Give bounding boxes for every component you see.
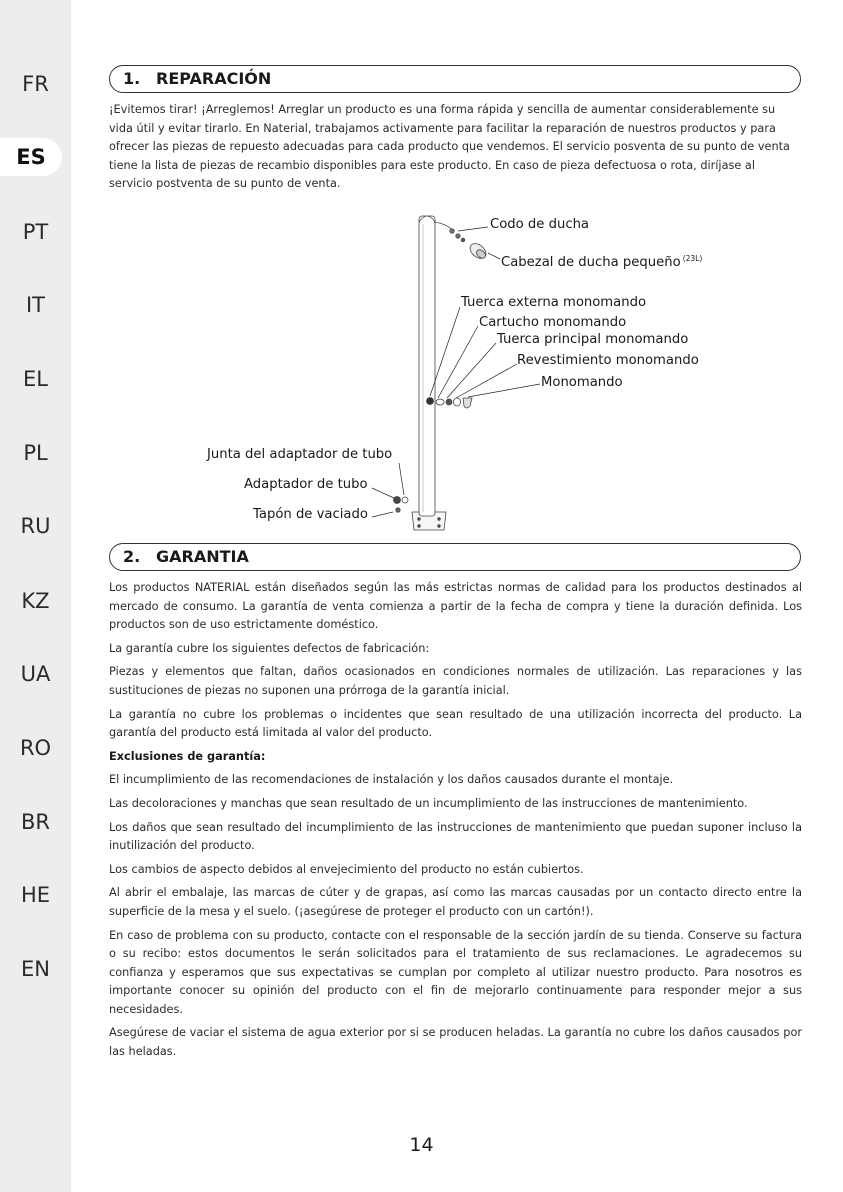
elbow-part: [461, 238, 465, 242]
label-junta-adaptador: Junta del adaptador de tubo: [207, 447, 393, 462]
label-adaptador-tubo: Adaptador de tubo: [244, 477, 368, 492]
exclusion-paragraph: Al abrir el embalaje, las marcas de cúter y de grapas, así como las marcas causadas por un contacto directo entre la superficie de la mesa y el suelo. (¡asegúrese de proteger el producto con un cartón!).: [109, 886, 802, 918]
page-number: 14: [409, 1134, 434, 1156]
mixer-handle: [463, 398, 472, 408]
lang-tab-ro[interactable]: RO: [19, 736, 52, 760]
exclusion-paragraph: El incumplimiento de las recomendaciones de instalación y los daños causados durante el montaje.: [109, 773, 674, 787]
lang-tab-en[interactable]: EN: [21, 957, 50, 981]
section-title: REPARACIÓN: [156, 69, 272, 88]
label-cabezal-note: (23L): [682, 254, 703, 263]
label-tuerca-externa: Tuerca externa monomando: [461, 295, 647, 310]
lang-tab-fr[interactable]: FR: [22, 72, 49, 96]
lang-tab-es-active[interactable]: ES: [0, 138, 62, 176]
base-screw: [438, 518, 441, 521]
lang-tab-pt[interactable]: PT: [22, 220, 49, 244]
exclusion-paragraph: Las decoloraciones y manchas que sean resultado de un incumplimiento de las instrucciones de mantenimiento.: [109, 796, 748, 810]
mixer-cartridge: [436, 399, 444, 405]
garantia-paragraph: Piezas y elementos que faltan, daños ocasionados en condiciones normales de utilización. Las reparaciones y las sustituciones de piezas no suponen una prórroga de la garantía inicial.: [109, 665, 802, 697]
elbow-part: [450, 229, 454, 233]
drain-plug: [396, 508, 400, 512]
garantia-paragraph: La garantía no cubre los problemas o incidentes que sean resultado de una utilización incorrecta del producto. La garantía del producto está limitada al valor del producto.: [109, 707, 802, 740]
base-screw: [438, 525, 441, 528]
section-header-garantia: [109, 543, 801, 571]
pipe-adapter: [394, 497, 401, 504]
exclusion-paragraph: Los cambios de aspecto debidos al envejecimiento del producto no están cubiertos.: [109, 862, 584, 876]
label-codo-de-ducha: Codo de ducha: [490, 217, 590, 232]
label-tapon-vaciado: Tapón de vaciado: [253, 507, 368, 522]
label-monomando: Monomando: [541, 375, 623, 390]
shower-elbow: [434, 222, 452, 230]
lang-tab-kz[interactable]: KZ: [21, 589, 50, 613]
shower-column: [419, 216, 435, 516]
mixer-main-nut: [446, 399, 452, 405]
base-screw: [418, 525, 421, 528]
mixer-cover: [454, 398, 461, 406]
base-screw: [418, 518, 421, 521]
garantia-paragraph: La garantía cubre los siguientes defectos de fabricación:: [109, 641, 430, 655]
leader-line-cartucho: [438, 326, 478, 398]
lang-tab-ua[interactable]: UA: [20, 662, 51, 686]
section-title: GARANTIA: [156, 547, 249, 566]
lang-tab-el[interactable]: EL: [23, 367, 48, 391]
exclusion-paragraph: Los daños que sean resultado del incumplimiento de las instrucciones de mantenimiento que puedan suponer incluso la inutilización del producto.: [109, 820, 802, 853]
label-cabezal-de-ducha: [501, 251, 702, 271]
section-number: 1.: [123, 69, 141, 88]
leader-line-revestimiento: [456, 364, 517, 398]
exclusion-paragraph: Asegúrese de vaciar el sistema de agua exterior por si se producen heladas. La garantía no cubre los daños causados por las heladas.: [109, 1026, 802, 1059]
leader-line-tapon: [372, 512, 393, 517]
leader-line-cabezal: [488, 253, 500, 259]
label-cabezal-text: Cabezal de ducha pequeño: [501, 255, 681, 270]
reparacion-paragraph: ¡Evitemos tirar! ¡Arreglemos! Arreglar un producto es una forma rápida y sencilla de aumentar considerablemente su vida útil y evitar tirarlo. En Naterial, trabajamos activamente para facilitar la reparación de nuestros productos y para ofrecer las piezas de repuesto adecuadas para cada producto que vendemos. El servicio posventa de su punto de venta tiene la lista de piezas de recambio disponibles para este producto. En caso de pieza defectuosa o rota, diríjase al servicio postventa de su punto de venta.: [109, 103, 790, 191]
lang-tab-he[interactable]: HE: [20, 883, 51, 907]
lang-tab-it[interactable]: IT: [25, 293, 46, 317]
garantia-text: [109, 579, 802, 1067]
label-revestimiento: Revestimiento monomando: [517, 353, 699, 368]
leader-line-adaptador: [372, 488, 394, 498]
leader-line-junta: [399, 463, 404, 495]
garantia-paragraph: Los productos NATERIAL están diseñados según las más estrictas normas de calidad para los productos destinados al mercado de consumo. La garantía de venta comienza a partir de la fecha de compra y tiene la duración definida. Los productos son de uso estrictamente doméstico.: [109, 581, 802, 632]
leader-line-codo: [458, 227, 488, 231]
lang-tab-ru[interactable]: RU: [20, 514, 51, 538]
lang-tab-pl[interactable]: PL: [23, 441, 48, 465]
label-cartucho: Cartucho monomando: [479, 315, 627, 330]
pipe-adapter-seal: [402, 497, 408, 503]
mixer-nut: [427, 398, 434, 405]
exclusion-paragraph: En caso de problema con su producto, contacte con el responsable de la sección jardín de su tienda. Conserve su factura o su recibo: estos documentos le serán solicitados para el tratamiento de sus reclamaciones. Le agradecemos su confianza y esperamos que sus expectativas se cumplan por completo al utilizar nuestro producto. Para nosotros es importante conocer su opinión del producto con el fin de mejorarlo continuamente para responder mejor a sus necesidades.: [109, 928, 802, 1016]
section-number: 2.: [123, 547, 141, 566]
lang-tab-br[interactable]: BR: [21, 810, 50, 834]
label-tuerca-principal: Tuerca principal monomando: [497, 332, 689, 347]
exclusions-heading: Exclusiones de garantía:: [109, 749, 266, 763]
leader-line-monomando: [468, 384, 540, 397]
elbow-part: [456, 234, 460, 238]
